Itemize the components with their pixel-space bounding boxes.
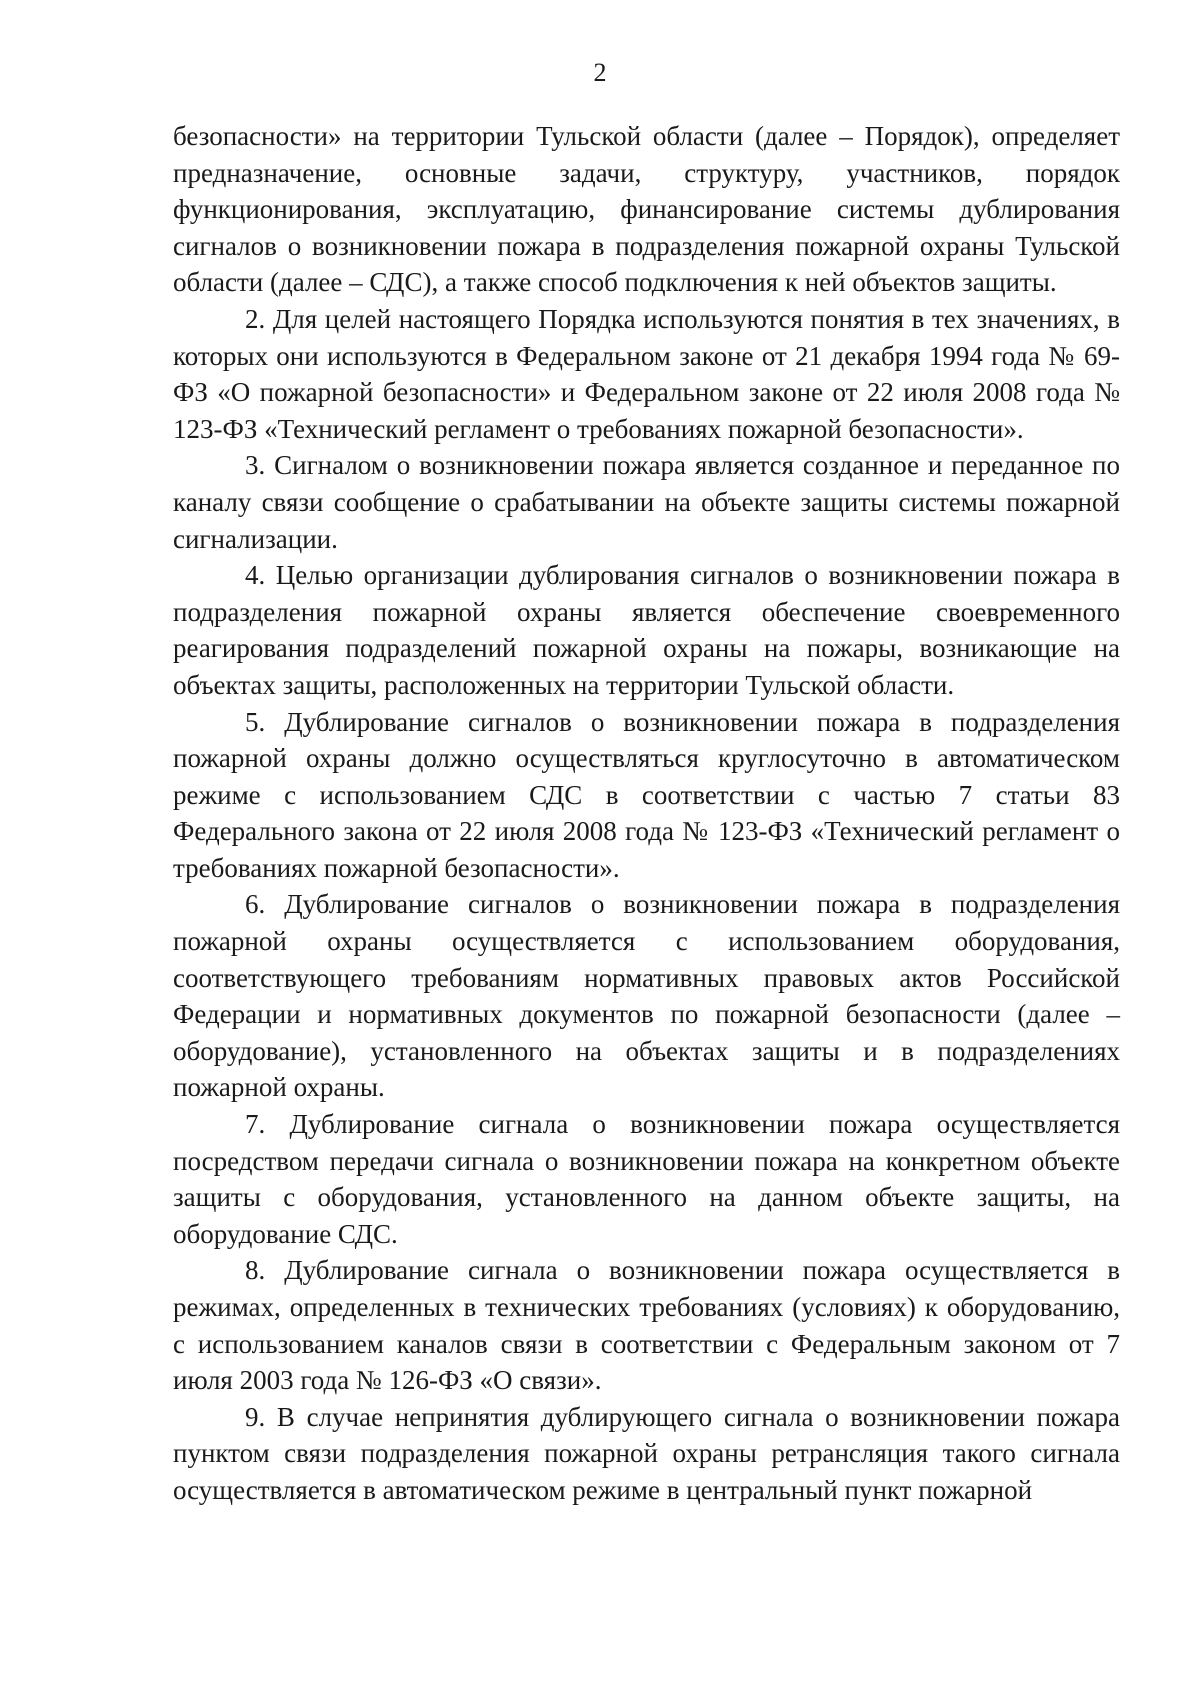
paragraph-continuation: безопасности» на территории Тульской области (далее – Порядок), определяет предназначение, основные задачи, структуру, участников, порядок функционирования, эксплуатацию, финансирование системы дублирования сигналов о возникновении пожара в подразделения пожарной охраны Тульской области (далее – СДС), а также способ подключения к ней объектов защиты. xyxy=(173,121,1120,298)
paragraph-9: 9. В случае непринятия дублирующего сигнала о возникновении пожара пунктом связи подразделения пожарной охраны ретрансляция такого сигнала осуществляется в автоматическом режиме в центральный пункт пожарной xyxy=(173,1401,1120,1505)
paragraph-4: 4. Целью организации дублирования сигналов о возникновении пожара в подразделения пожарной охраны является обеспечение своевременного реагирования подразделений пожарной охраны на пожары, возникающие на объектах защиты, расположенных на территории Тульской области. xyxy=(173,560,1120,700)
paragraph-6: 6. Дублирование сигналов о возникновении пожара в подразделения пожарной охраны осуществляется с использованием оборудования, соответствующего требованиям нормативных правовых актов Российской Федерации и нормативных документов по пожарной безопасности (далее – оборудование), установленного на объектах защиты и в подразделениях пожарной охраны. xyxy=(173,889,1120,1103)
paragraph-2: 2. Для целей настоящего Порядка используются понятия в тех значениях, в которых они используются в Федеральном законе от 21 декабря 1994 года № 69-ФЗ «О пожарной безопасности» и Федеральном законе от 22 июля 2008 года № 123-ФЗ «Технический регламент о требованиях пожарной безопасности». xyxy=(173,303,1120,444)
paragraph-3: 3. Сигналом о возникновении пожара является созданное и переданное по каналу связи сообщение о срабатывании на объекте защиты системы пожарной сигнализации. xyxy=(173,450,1120,554)
document-body xyxy=(173,118,1120,1509)
page-number: 2 xyxy=(593,58,607,87)
paragraph-8: 8. Дублирование сигнала о возникновении пожара осуществляется в режимах, определенных в технических требованиях (условиях) к оборудованию, с использованием каналов связи в соответствии с Федеральным законом от 7 июля 2003 года № 126-ФЗ «О связи». xyxy=(173,1255,1120,1396)
paragraph-5: 5. Дублирование сигналов о возникновении пожара в подразделения пожарной охраны должно осуществляться круглосуточно в автоматическом режиме с использованием СДС в соответствии с частью 7 статьи 83 Федерального закона от 22 июля 2008 года № 123-ФЗ «Технический регламент о требованиях пожарной безопасности». xyxy=(173,706,1120,883)
paragraph-7: 7. Дублирование сигнала о возникновении пожара осуществляется посредством передачи сигнала о возникновении пожара на конкретном объекте защиты с оборудования, установленного на данном объекте защиты, на оборудование СДС. xyxy=(173,1109,1120,1249)
